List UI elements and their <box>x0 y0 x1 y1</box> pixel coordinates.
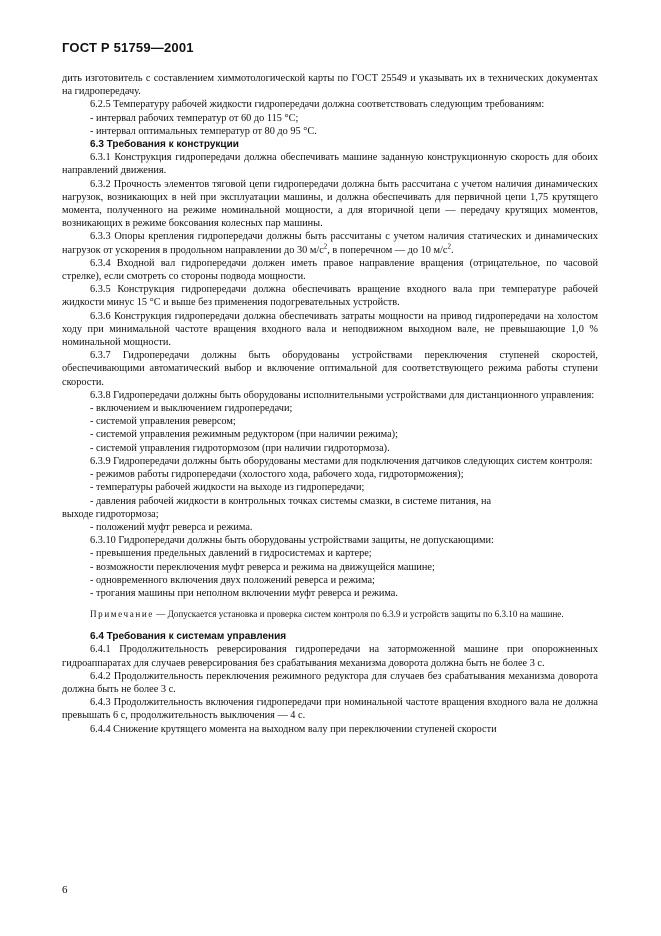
list-item: - температуры рабочей жидкости на выходе из гидропередачи; <box>90 482 365 494</box>
paragraph-6-3-1: 6.3.1 Конструкция гидропередачи должна обеспечивать машине заданную конструкционную скорость для обоих направлений движения. <box>62 152 598 177</box>
section-heading-6-3: 6.3 Требования к конструкции <box>90 139 239 151</box>
paragraph-6-3-7: 6.3.7 Гидропередачи должны быть оборудованы устройствами переключения ступеней скоростей, обеспечивающими автоматический выбор и включение оптимальной для соответствующего режима работы ступени скорости. <box>62 350 598 388</box>
paragraph-6-3-6: 6.3.6 Конструкция гидропередачи должна обеспечивать затраты мощности на привод гидропередачи на холостом ходу при минимальной частоте вращения входного вала и неподвижном выходном вале, не превышающие 1,0 % номинальной мощности. <box>62 310 598 349</box>
paragraph-6-4-4: 6.4.4 Снижение крутящего момента на выходном валу при переключении ступеней скорости <box>90 723 497 735</box>
paragraph-6-3-3-text-a: 6.3.3 Опоры крепления гидропередачи должны быть рассчитаны с учетом наличия статических и динамических нагрузок от ускорения в продольном направлении до 30 м/с <box>62 231 598 256</box>
list-item: - интервал оптимальных температур от 80 до 95 °С. <box>90 125 317 137</box>
document-header: ГОСТ Р 51759—2001 <box>62 40 194 55</box>
paragraph-6-3-3-text-c: . <box>450 244 454 256</box>
list-item: - системой управления гидротормозом (при наличии гидротормоза). <box>90 442 390 454</box>
paragraph-6-3-8: 6.3.8 Гидропередачи должны быть оборудованы исполнительными устройствами для дистанционного управления: <box>90 389 595 401</box>
list-item: - включением и выключением гидропередачи; <box>90 403 293 415</box>
list-item-continuation: выходе гидротормоза; <box>62 508 159 520</box>
paragraph-6-3-4: 6.3.4 Входной вал гидропередачи должен иметь правое направление вращения (отрицательное, по часовой стрелке), если смотреть со стороны подвода мощности. <box>62 257 598 283</box>
section-heading-6-4: 6.4 Требования к системам управления <box>90 631 287 643</box>
list-item: - трогания машины при неполном включении муфт реверса и режима. <box>90 587 398 599</box>
superscript-2: 2 <box>447 242 451 251</box>
paragraph-intro: дить изготовитель с составлением химмотологической карты по ГОСТ 25549 и указывать их в технических документах на гидропередачу. <box>62 73 598 98</box>
paragraph-6-4-1: 6.4.1 Продолжительность реверсирования гидропередачи на заторможенной машине при опорожненных гидроаппаратах для случаев реверсирования без срабатывания механизма доворота должна быть не более 3 с. <box>62 644 598 669</box>
list-item: - системой управления реверсом; <box>90 416 236 428</box>
list-item: - возможности переключения муфт реверса и режима на движущейся машине; <box>90 561 435 573</box>
paragraph-6-2-5: 6.2.5 Температуру рабочей жидкости гидропередачи должна соответствовать следующим требованиям: <box>90 99 545 111</box>
note <box>62 608 598 620</box>
paragraph-6-4-2: 6.4.2 Продолжительность переключения режимного редуктора для случаев без срабатывания механизма доворота должна быть не более 3 с. <box>62 670 598 695</box>
paragraph-6-3-3 <box>62 230 598 256</box>
paragraph-6-3-9: 6.3.9 Гидропередачи должны быть оборудованы местами для подключения датчиков следующих систем контроля: <box>90 455 593 467</box>
list-item: - положений муфт реверса и режима. <box>90 521 253 533</box>
list-item: - интервал рабочих температур от 60 до 115 °С; <box>90 112 299 124</box>
paragraph-6-4-3: 6.4.3 Продолжительность включения гидропередачи при номинальной частоте вращения входного вала не должна превышать 6 с, продолжительность выключения — 4 с. <box>62 697 598 722</box>
document-body <box>62 72 598 736</box>
list-item: - одновременного включения двух положений реверса и режима; <box>90 574 375 586</box>
page-number: 6 <box>62 884 68 896</box>
note-text: — Допускается установка и проверка систем контроля по 6.3.9 и устройств защиты по 6.3.10 на машине. <box>153 609 564 620</box>
superscript-2: 2 <box>323 242 328 251</box>
paragraph-6-3-3-text-b: , в поперечном — до 10 м/с <box>327 244 448 256</box>
paragraph-6-3-10: 6.3.10 Гидропередачи должны быть оборудованы устройствами защиты, не допускающими: <box>90 535 494 547</box>
list-item: - системой управления режимным редуктором (при наличии режима); <box>90 429 398 441</box>
paragraph-6-3-5: 6.3.5 Конструкция гидропередачи должна обеспечивать вращение входного вала при температуре рабочей жидкости минус 15 °С и выше без применения подогревательных устройств. <box>62 284 598 309</box>
list-item: - режимов работы гидропередачи (холостого хода, рабочего хода, гидроторможения); <box>90 469 464 481</box>
document-page <box>62 40 598 736</box>
paragraph-6-3-2: 6.3.2 Прочность элементов тяговой цепи гидропередачи должна быть рассчитана с учетом наличия динамических нагрузок, возникающих в ней при эксплуатации машины, и должна обеспечивать для первичной цепи 1,75 крутящего момента, полученного на режиме номинальной мощности, а для вторичной цепи — передачу крутящих моментов, возникающих в режиме боксования колесных пар машины. <box>62 178 598 230</box>
list-item: - давления рабочей жидкости в контрольных точках системы смазки, в системе питания, на <box>90 495 492 507</box>
list-item: - превышения предельных давлений в гидросистемах и картере; <box>90 548 372 560</box>
note-label: Примечание <box>90 609 154 620</box>
